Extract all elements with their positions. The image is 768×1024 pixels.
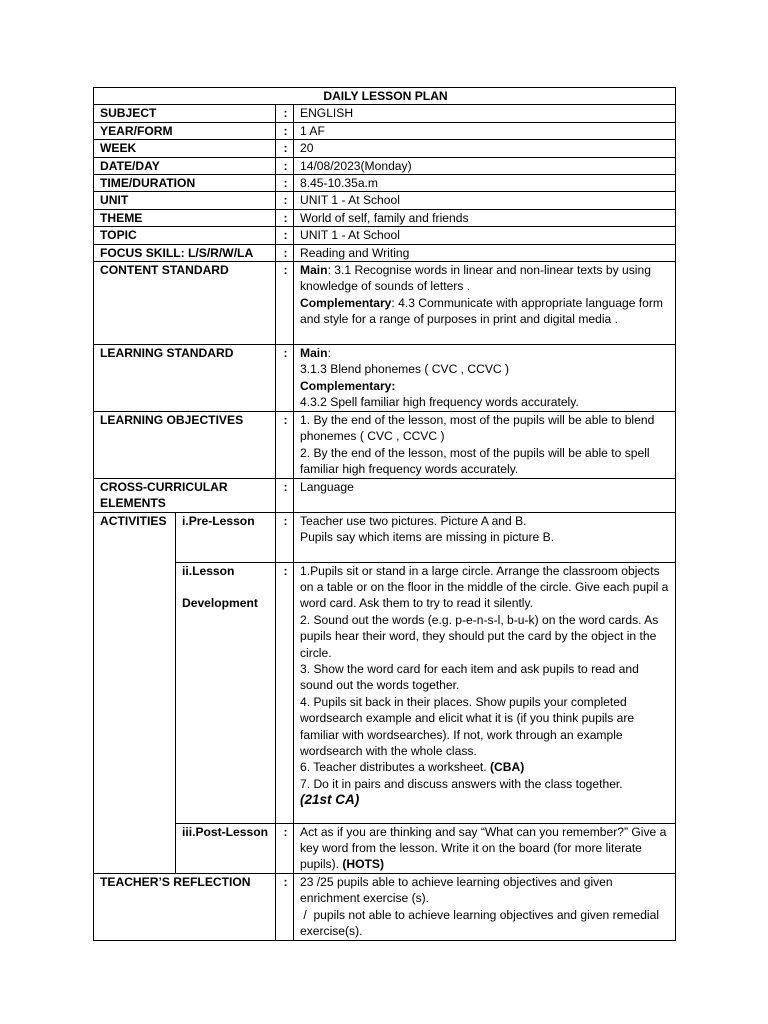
row-focus-skill — [94, 244, 676, 261]
colon: : — [276, 192, 294, 209]
complementary-text: 4.3.2 Spell familiar high frequency words accurately. — [300, 395, 579, 410]
row-topic — [94, 227, 676, 244]
topic-value: UNIT 1 - At School — [294, 227, 676, 244]
row-date-day — [94, 157, 676, 174]
week-value: 20 — [294, 140, 676, 157]
subject-label: SUBJECT — [94, 105, 276, 122]
objective-2: 2. By the end of the lesson, most of the pupils will be able to spell familiar high frequency words accurately. — [300, 445, 650, 476]
year-form-value: 1 AF — [294, 122, 676, 139]
lesson-development-label-1: ii.Lesson — [182, 563, 235, 578]
row-pre-lesson — [94, 512, 676, 562]
colon: : — [276, 244, 294, 261]
learning-standard-label: LEARNING STANDARD — [94, 345, 276, 412]
complementary-label: Complementary: — [300, 378, 396, 393]
lesson-plan-table — [93, 87, 676, 941]
row-year-form — [94, 122, 676, 139]
row-cross-curricular — [94, 478, 676, 512]
colon: : — [276, 157, 294, 174]
development-step-2: 2. Sound out the words (e.g. p-e-n-s-l, b-u-k) on the word cards. As pupils hear their word, they should put the card by the object in the circle. — [300, 612, 659, 660]
main-label: Main — [300, 346, 328, 361]
colon: : — [276, 411, 294, 478]
colon: : — [276, 122, 294, 139]
content-standard-complementary — [300, 295, 671, 328]
row-subject — [94, 105, 676, 122]
focus-skill-value: Reading and Writing — [294, 244, 676, 261]
row-theme — [94, 209, 676, 226]
pre-lesson-value — [294, 512, 676, 562]
cba-tag: (CBA) — [490, 760, 525, 775]
reflection-label: TEACHER’S REFLECTION — [94, 873, 276, 940]
content-standard-label: CONTENT STANDARD — [94, 262, 276, 345]
theme-label: THEME — [94, 209, 276, 226]
topic-label: TOPIC — [94, 227, 276, 244]
lesson-development-label — [176, 562, 276, 823]
row-lesson-development — [94, 562, 676, 823]
pre-lesson-label: i.Pre-Lesson — [176, 512, 276, 562]
development-step-7: 7. Do it in pairs and discuss answers with the class together. — [300, 776, 623, 791]
colon: : — [276, 140, 294, 157]
unit-label: UNIT — [94, 192, 276, 209]
date-day-label: DATE/DAY — [94, 157, 276, 174]
colon: : — [276, 175, 294, 192]
focus-skill-label: FOCUS SKILL: L/S/R/W/LA — [94, 244, 276, 261]
reflection-line-2: / pupils not able to achieve learning objectives and given remedial exercise(s). — [300, 907, 663, 938]
colon: : — [276, 262, 294, 345]
colon: : — [276, 873, 294, 940]
post-lesson-label: iii.Post-Lesson — [176, 823, 276, 873]
pre-lesson-line-1: Teacher use two pictures. Picture A and B. — [300, 513, 527, 528]
row-content-standard — [94, 262, 676, 345]
main-colon: : — [327, 346, 331, 361]
cross-curricular-value: Language — [294, 478, 676, 512]
reflection-line-1: 23 /25 pupils able to achieve learning objectives and given enrichment exercise (s). — [300, 874, 613, 906]
row-post-lesson — [94, 823, 676, 873]
development-step-4: 4. Pupils sit back in their places. Show pupils your completed wordsearch example and elicit what it is (if you think pupils are familiar with wordsearches). If not, work through an example wordsearch with the whole class. — [300, 694, 635, 758]
row-learning-objectives — [94, 411, 676, 478]
hots-tag: (HOTS) — [342, 857, 385, 872]
colon: : — [276, 105, 294, 122]
post-lesson-text: Act as if you are thinking and say “What can you remember?” Give a key word from the lesson. Write it on the board (for more literate pupils). — [300, 824, 667, 872]
week-label: WEEK — [94, 140, 276, 157]
unit-value: UNIT 1 - At School — [294, 192, 676, 209]
content-standard-value — [294, 262, 676, 345]
colon: : — [276, 209, 294, 226]
row-learning-standard — [94, 345, 676, 412]
colon: : — [276, 227, 294, 244]
row-unit — [94, 192, 676, 209]
learning-objectives-value — [294, 411, 676, 478]
colon: : — [276, 345, 294, 412]
year-form-label: YEAR/FORM — [94, 122, 276, 139]
post-lesson-value — [294, 823, 676, 873]
learning-standard-value — [294, 345, 676, 412]
reflection-value — [294, 873, 676, 940]
complementary-label: Complementary — [300, 295, 392, 310]
lesson-development-label-2: Development — [182, 595, 258, 610]
learning-objectives-label: LEARNING OBJECTIVES — [94, 411, 276, 478]
development-step-6 — [300, 759, 671, 775]
objective-1: 1. By the end of the lesson, most of the pupils will be able to blend phonemes ( CVC , CCVC ) — [300, 412, 655, 444]
subject-value: ENGLISH — [294, 105, 676, 122]
colon: : — [276, 823, 294, 873]
colon: : — [276, 478, 294, 512]
lesson-development-value — [294, 562, 676, 823]
colon: : — [276, 512, 294, 562]
pre-lesson-line-2: Pupils say which items are missing in picture B. — [300, 529, 555, 544]
content-standard-main — [300, 262, 671, 295]
activities-label: ACTIVITIES — [94, 512, 176, 873]
theme-value: World of self, family and friends — [294, 209, 676, 226]
step-6-text: 6. Teacher distributes a worksheet. — [300, 760, 491, 775]
main-label: Main — [300, 263, 328, 278]
row-reflection — [94, 873, 676, 940]
main-text: : 3.1 Recognise words in linear and non-linear texts by using knowledge of sounds of letters . — [300, 263, 651, 294]
document-title: DAILY LESSON PLAN — [94, 88, 676, 105]
development-step-3: 3. Show the word card for each item and ask pupils to read and sound out the words together. — [300, 661, 639, 693]
main-text: 3.1.3 Blend phonemes ( CVC , CCVC ) — [300, 362, 510, 377]
21st-ca-tag: (21st CA) — [300, 792, 360, 808]
time-duration-label: TIME/DURATION — [94, 175, 276, 192]
date-day-value: 14/08/2023(Monday) — [294, 157, 676, 174]
row-week — [94, 140, 676, 157]
complementary-text: : 4.3 Communicate with appropriate language form and style for a range of purposes in print and digital media . — [300, 295, 663, 327]
time-duration-value: 8.45-10.35a.m — [294, 175, 676, 192]
cross-curricular-label: CROSS-CURRICULAR ELEMENTS — [94, 478, 276, 512]
colon: : — [276, 562, 294, 823]
development-step-1: 1.Pupils sit or stand in a large circle. Arrange the classroom objects on a table or on the floor in the middle of the circle. Give each pupil a word card. Ask them to try to read it silently. — [300, 563, 669, 611]
row-time-duration — [94, 175, 676, 192]
